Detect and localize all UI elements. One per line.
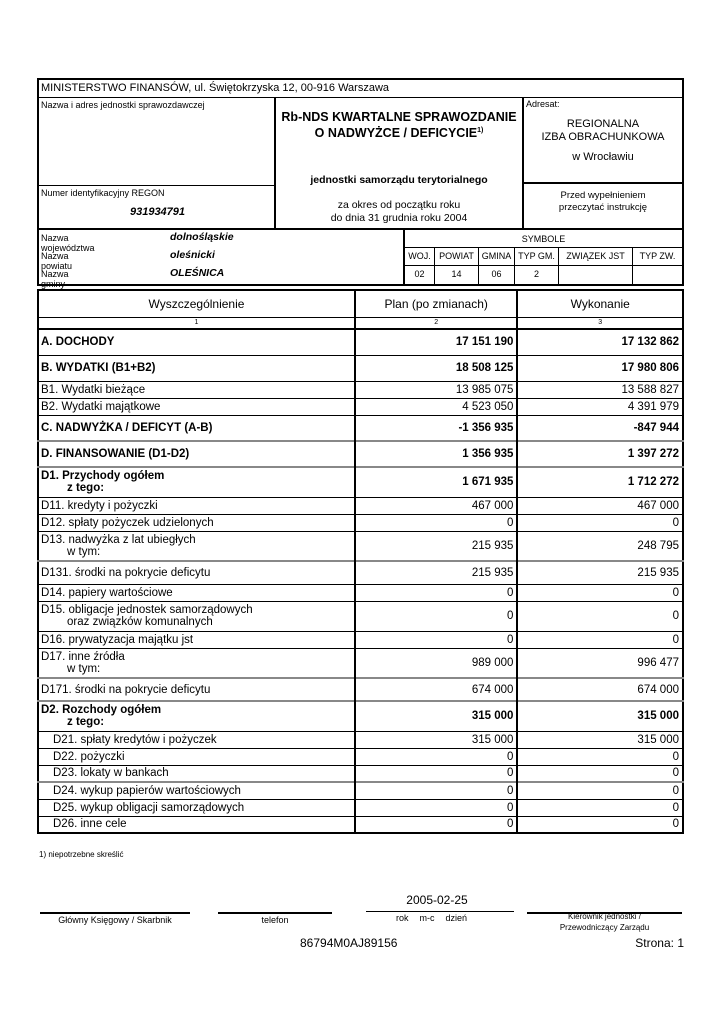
plan-value: 315 000 [355, 701, 518, 731]
phone-line [218, 912, 332, 914]
execution-value: 0 [517, 782, 683, 799]
symbols-headers [405, 248, 682, 266]
row-label: B1. Wydatki bieżące [41, 383, 146, 396]
row-description [38, 497, 355, 514]
plan-value: 215 935 [355, 531, 518, 561]
plan-value: 1 671 935 [355, 467, 518, 497]
plan-value: 17 151 190 [355, 329, 518, 355]
addressee-line1: REGIONALNA [566, 118, 640, 130]
plan-value: 1 356 935 [355, 441, 518, 467]
execution-value: 0 [517, 584, 683, 601]
head-label [527, 911, 682, 933]
accountant-label: Główny Księgowy / Skarbnik [58, 915, 172, 925]
row-description [38, 782, 355, 799]
addressee-name [524, 118, 682, 144]
plan-value: 467 000 [355, 497, 518, 514]
execution-value: -847 944 [517, 415, 683, 441]
plan-value: 215 935 [355, 561, 518, 584]
symbol-value [633, 266, 682, 284]
row-label: B. WYDATKI (B1+B2) [41, 362, 156, 374]
addressee-line2: IZBA OBRACHUNKOWA [541, 131, 665, 143]
row-label: D2. Rozchody ogółem [41, 704, 162, 717]
plan-value: 989 000 [355, 648, 518, 678]
row-label: D21. spłaty kredytów i pożyczek [53, 733, 217, 746]
execution-value: 0 [517, 765, 683, 782]
row-label: D22. pożyczki [53, 750, 125, 763]
execution-value: 674 000 [517, 678, 683, 701]
date-day-label: dzień [445, 913, 468, 923]
table-row [38, 782, 683, 799]
col-header-description: Wyszczególnienie [148, 296, 245, 311]
row-description [38, 648, 355, 678]
report-title-line1: Rb-NDS KWARTALNE SPRAWOZDANIE [281, 110, 517, 124]
phone-label: telefon [261, 915, 289, 925]
table-row [38, 601, 683, 631]
table-row [38, 765, 683, 782]
symbol-header: ZWIĄZEK JST [559, 248, 633, 265]
plan-value: 0 [355, 601, 518, 631]
row-label: D171. środki na pokrycie deficytu [41, 683, 211, 696]
regon-value: 931934791 [129, 206, 186, 218]
table-row [38, 584, 683, 601]
table-row [38, 467, 683, 497]
row-description [38, 467, 355, 497]
table-row [38, 678, 683, 701]
symbols-title: SYMBOLE [405, 230, 682, 248]
county-label: Nazwa powiatu [41, 251, 73, 271]
row-sublabel: z tego: [67, 716, 105, 729]
execution-value: 1 397 272 [517, 441, 683, 467]
row-label: D12. spłaty pożyczek udzielonych [41, 516, 214, 529]
execution-value: 17 980 806 [517, 355, 683, 381]
document-code: 86794M0AJ89156 [300, 936, 398, 950]
row-description [38, 631, 355, 648]
execution-value: 0 [517, 748, 683, 765]
voivodeship-value: dolnośląskie [170, 231, 234, 243]
symbol-value: 02 [405, 266, 435, 284]
execution-value: 996 477 [517, 648, 683, 678]
col-number: 1 [38, 317, 355, 329]
symbol-header: TYP GM. [515, 248, 559, 265]
plan-value: 18 508 125 [355, 355, 518, 381]
regon-box [39, 185, 276, 228]
table-row [38, 441, 683, 467]
table-row [38, 648, 683, 678]
report-period [276, 199, 522, 225]
plan-value: 0 [355, 631, 518, 648]
table-row [38, 799, 683, 816]
row-label: D14. papiery wartościowe [41, 586, 173, 599]
col-number: 2 [355, 317, 518, 329]
plan-value: 0 [355, 748, 518, 765]
execution-value: 315 000 [517, 701, 683, 731]
col-number: 3 [517, 317, 683, 329]
voivodeship-label: Nazwa województwa [41, 233, 95, 253]
unit-label: Nazwa i adres jednostki sprawozdawczej [41, 100, 205, 110]
execution-value: 248 795 [517, 531, 683, 561]
report-header [37, 78, 684, 289]
accountant-signature-line [40, 912, 190, 914]
row-description [38, 531, 355, 561]
column-numbers [38, 317, 683, 329]
row-description [38, 355, 355, 381]
row-label: D16. prywatyzacja majątku jst [41, 633, 194, 646]
table-row [38, 329, 683, 355]
regon-label: Numer identyfikacyjny REGON [41, 188, 165, 198]
row-description [38, 678, 355, 701]
plan-value: 0 [355, 799, 518, 816]
date-line [366, 911, 514, 912]
execution-value: 1 712 272 [517, 467, 683, 497]
execution-value: 0 [517, 816, 683, 833]
symbol-header: TYP ZW. [639, 251, 676, 261]
date-year-label: rok [396, 913, 409, 923]
table-row [38, 355, 683, 381]
row-label: D13. nadwyżka z lat ubiegłych [41, 533, 196, 546]
row-label: D11. kredyty i pożyczki [41, 499, 158, 512]
symbol-value: 2 [515, 266, 559, 284]
municipality-value: OLEŚNICA [170, 267, 225, 279]
execution-value: 13 588 827 [517, 381, 683, 398]
location-section [39, 228, 682, 289]
row-description [38, 584, 355, 601]
table-row [38, 731, 683, 748]
date-month-label: m-c [419, 913, 435, 923]
execution-value: 0 [517, 631, 683, 648]
reporting-unit-box [39, 98, 276, 228]
column-headers [38, 290, 683, 317]
symbol-header: WOJ. [405, 248, 435, 265]
addressee-box [524, 98, 682, 228]
instruction-line2: przeczytać instrukcję [558, 202, 648, 213]
date-parts-labels [396, 913, 478, 923]
row-description [38, 731, 355, 748]
report-title [276, 110, 522, 140]
symbols-values [405, 266, 682, 284]
execution-value: 0 [517, 601, 683, 631]
row-label: A. DOCHODY [41, 336, 115, 349]
execution-value: 215 935 [517, 561, 683, 584]
report-title-line2: O NADWYŻCE / DEFICYCIE [314, 126, 478, 141]
row-label: D131. środki na pokrycie deficytu [41, 566, 211, 579]
row-label: D24. wykup papierów wartościowych [53, 784, 241, 797]
row-label: D23. lokaty w bankach [53, 767, 169, 780]
plan-value: 0 [355, 816, 518, 833]
page-number: Strona: 1 [635, 936, 684, 950]
plan-value: 13 985 075 [355, 381, 518, 398]
symbol-header: GMINA [479, 248, 515, 265]
row-description [38, 441, 355, 467]
row-label: D25. wykup obligacji samorządowych [53, 801, 245, 814]
footnote: 1) niepotrzebne skreślić [39, 850, 124, 859]
row-description [38, 748, 355, 765]
plan-value: 674 000 [355, 678, 518, 701]
report-subtitle: jednostki samorządu terytorialnego [310, 174, 488, 186]
row-sublabel: oraz związków komunalnych [67, 616, 213, 628]
row-description [38, 329, 355, 355]
row-description [38, 816, 355, 833]
municipality-label: Nazwa gminy [41, 269, 69, 289]
plan-value: 0 [355, 584, 518, 601]
symbol-header: POWIAT [435, 248, 479, 265]
row-description [38, 514, 355, 531]
col-header-execution: Wykonanie [517, 290, 683, 317]
symbol-value: 06 [479, 266, 515, 284]
row-label: C. NADWYŻKA / DEFICYT (A-B) [41, 421, 213, 434]
row-sublabel: w tym: [67, 662, 101, 675]
plan-value: 4 523 050 [355, 398, 518, 415]
county-value: oleśnicki [170, 249, 215, 261]
plan-value: 0 [355, 782, 518, 799]
instruction-note [524, 182, 682, 228]
row-label: D17. inne źródła [41, 650, 125, 663]
table-row [38, 701, 683, 731]
row-label: D15. obligacje jednostek samorządowych [41, 604, 253, 616]
instruction-line1: Przed wypełnieniem [560, 190, 646, 201]
report-title-box [276, 98, 524, 228]
row-description [38, 415, 355, 441]
addressee-city: w Wrocławiu [572, 151, 634, 163]
period-line1: za okres od początku roku [337, 199, 461, 211]
execution-value: 0 [517, 799, 683, 816]
execution-value: 17 132 862 [517, 329, 683, 355]
plan-value: 0 [355, 514, 518, 531]
table-row [38, 415, 683, 441]
table-row [38, 398, 683, 415]
row-label: B2. Wydatki majątkowe [41, 400, 161, 413]
row-description [38, 601, 355, 631]
ministry-address: MINISTERSTWO FINANSÓW, ul. Świętokrzyska 12, 00-916 Warszawa [39, 80, 682, 98]
col-header-plan: Plan (po zmianach) [355, 290, 518, 317]
period-line2: do dnia 31 grudnia roku 2004 [330, 212, 468, 224]
table-row [38, 561, 683, 584]
execution-value: 467 000 [517, 497, 683, 514]
row-description [38, 381, 355, 398]
table-row [38, 381, 683, 398]
row-sublabel: w tym: [67, 545, 101, 558]
plan-value: 315 000 [355, 731, 518, 748]
execution-value: 4 391 979 [517, 398, 683, 415]
report-date: 2005-02-25 [406, 893, 468, 907]
execution-value: 315 000 [517, 731, 683, 748]
row-description [38, 561, 355, 584]
financial-table [37, 289, 684, 834]
table-row [38, 497, 683, 514]
row-description [38, 765, 355, 782]
row-description [38, 398, 355, 415]
execution-value: 0 [517, 514, 683, 531]
row-description [38, 799, 355, 816]
row-sublabel: z tego: [67, 482, 105, 495]
table-row [38, 631, 683, 648]
head-label-line1: Kierownik jednostki / [568, 912, 641, 921]
head-label-line2: Przewodniczący Zarządu [559, 923, 650, 932]
row-description [38, 701, 355, 731]
footnote-mark: 1) [477, 127, 484, 134]
plan-value: -1 356 935 [355, 415, 518, 441]
addressee-label: Adresat: [526, 99, 560, 109]
symbol-value [559, 266, 633, 284]
row-label: D. FINANSOWANIE (D1-D2) [41, 448, 190, 460]
row-label: D1. Przychody ogółem [41, 470, 165, 483]
table-row [38, 514, 683, 531]
table-row [38, 531, 683, 561]
table-row [38, 748, 683, 765]
plan-value: 0 [355, 765, 518, 782]
symbols-box [403, 230, 682, 284]
row-label: D26. inne cele [53, 818, 127, 831]
table-row [38, 816, 683, 833]
symbol-value: 14 [435, 266, 479, 284]
